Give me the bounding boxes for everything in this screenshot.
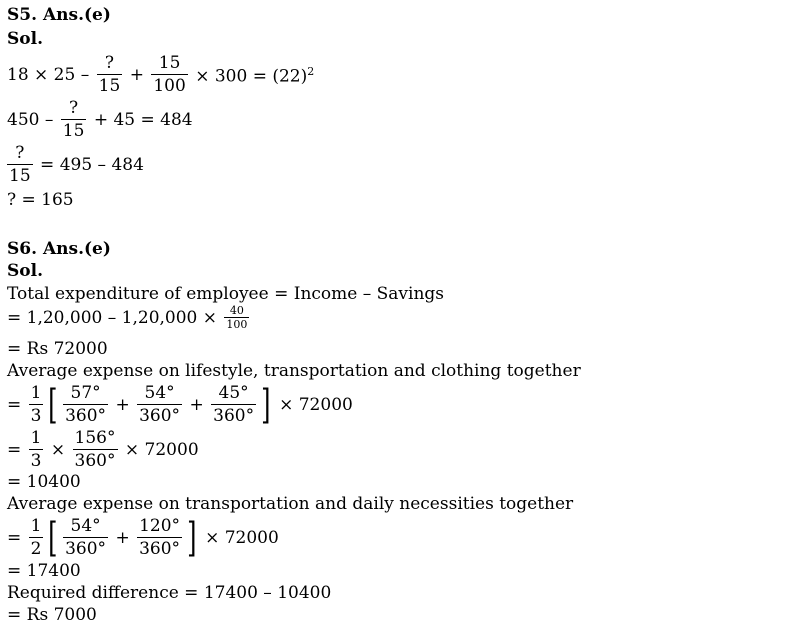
s6-sol-label: Sol. — [7, 261, 43, 281]
eq3-denominator: 15 — [9, 166, 31, 186]
line5-right-bracket: ] — [261, 381, 271, 428]
line5-fraction-1 — [63, 382, 108, 427]
s6-line-1: Total expenditure of employee = Income – Savings — [7, 284, 445, 304]
line9-f1-numerator: 54° — [63, 515, 108, 538]
line5-f3-denominator: 360° — [213, 406, 255, 426]
line5-h-numerator: 1 — [30, 383, 42, 403]
line9-fraction-2 — [137, 515, 182, 560]
line5-plus-2: + — [189, 394, 204, 415]
s6-line-9 — [7, 515, 279, 560]
line9-f2-denominator: 360° — [139, 539, 181, 559]
eq1-part-b — [195, 62, 314, 87]
line5-h-denominator: 3 — [30, 406, 42, 426]
s5-equation-1 — [7, 52, 314, 97]
s6-line-11: Required difference = 17400 – 10400 — [7, 583, 332, 603]
s5-sol-label: Sol. — [7, 29, 43, 49]
eq3-part-b: = 495 – 484 — [40, 154, 144, 175]
eq1-fraction-1 — [97, 52, 123, 97]
line5-f2-denominator: 360° — [139, 406, 181, 426]
line5-plus-1: + — [115, 394, 130, 415]
s5-equation-2 — [7, 97, 193, 142]
s6-line-5 — [7, 382, 353, 427]
eq2-part-a: 450 – — [7, 109, 54, 130]
line2-denominator: 100 — [226, 318, 248, 331]
line5-tail: × 72000 — [279, 394, 353, 415]
s5-heading: S5. Ans.(e) — [7, 5, 111, 25]
s6-line-4: Average expense on lifestyle, transportation and clothing together — [7, 361, 581, 381]
s6-line-10: = 17400 — [7, 561, 81, 581]
eq2-numerator: ? — [61, 97, 87, 120]
eq1-f1-numerator: ? — [97, 52, 123, 75]
line5-f1-denominator: 360° — [65, 406, 107, 426]
s5-result: ? = 165 — [7, 190, 74, 210]
line5-f3-numerator: 45° — [211, 382, 256, 405]
line5-fraction-3 — [211, 382, 256, 427]
line6-tail: × 72000 — [124, 439, 199, 460]
line9-f1-denominator: 360° — [65, 539, 107, 559]
line6-h-denominator: 3 — [30, 451, 42, 471]
eq3-numerator: ? — [7, 142, 33, 165]
line5-half-fraction — [29, 382, 44, 427]
line9-half-fraction — [29, 515, 44, 560]
line6-half-fraction — [29, 427, 44, 472]
line5-equals: = — [7, 394, 22, 415]
eq2-part-b: + 45 = 484 — [93, 109, 193, 130]
eq2-denominator: 15 — [62, 121, 85, 141]
line2-fraction — [224, 304, 249, 331]
line6-fraction — [73, 427, 118, 472]
s6-line-3: = Rs 72000 — [7, 339, 108, 359]
eq1-part-a: 18 × 25 – — [7, 64, 90, 85]
s6-heading: S6. Ans.(e) — [7, 239, 111, 259]
s5-equation-3 — [7, 142, 144, 187]
s6-line-7: = 10400 — [7, 472, 81, 492]
line2-numerator: 40 — [224, 304, 249, 318]
eq2-fraction — [61, 97, 87, 142]
line9-plus: + — [115, 527, 130, 548]
line5-fraction-2 — [137, 382, 182, 427]
line9-fraction-1 — [63, 515, 108, 560]
line6-denominator: 360° — [74, 451, 116, 471]
line9-right-bracket: ] — [187, 514, 197, 561]
eq1-plus: + — [129, 64, 144, 85]
line5-f1-numerator: 57° — [63, 382, 108, 405]
eq1-fraction-2 — [151, 52, 187, 97]
line9-left-bracket: [ — [48, 514, 58, 561]
line2-text: = 1,20,000 – 1,20,000 × — [7, 307, 218, 328]
eq1-part-b-text: × 300 = (22) — [195, 66, 308, 87]
line9-h-numerator: 1 — [30, 516, 42, 536]
s6-line-6 — [7, 427, 199, 472]
line6-times: × — [50, 439, 66, 460]
s6-line-2 — [7, 304, 251, 331]
line6-h-numerator: 1 — [30, 428, 42, 448]
s6-line-12: = Rs 7000 — [7, 605, 97, 625]
line9-f2-numerator: 120° — [139, 516, 181, 536]
line6-equals: = — [7, 439, 22, 460]
line9-h-denominator: 2 — [30, 539, 42, 559]
line5-left-bracket: [ — [48, 381, 58, 428]
line9-equals: = — [7, 527, 22, 548]
line5-f2-numerator: 54° — [137, 382, 182, 405]
eq1-exponent: 2 — [307, 65, 315, 79]
eq3-fraction — [7, 142, 33, 187]
line6-numerator: 156° — [74, 428, 116, 448]
line9-tail: × 72000 — [205, 527, 279, 548]
eq1-f2-denominator: 100 — [153, 76, 186, 96]
eq1-f2-numerator: 15 — [151, 52, 187, 75]
eq1-f1-denominator: 15 — [98, 76, 121, 96]
s6-line-8: Average expense on transportation and daily necessities together — [7, 494, 574, 514]
